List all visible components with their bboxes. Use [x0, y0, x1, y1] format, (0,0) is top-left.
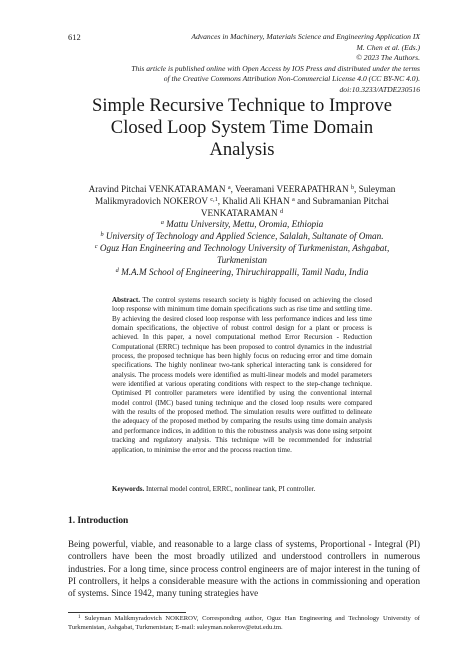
affiliation — [60, 218, 424, 230]
affiliation — [60, 230, 424, 242]
header-line: © 2023 The Authors. — [356, 53, 420, 63]
affiliation-marker: d — [115, 267, 119, 274]
header-line: Advances in Machinery, Materials Science and Engineering Application IX — [191, 32, 420, 41]
footnote-marker: 1 — [78, 615, 81, 620]
page-number: 612 — [68, 32, 81, 42]
author-line — [60, 195, 424, 207]
affiliation-marker: b — [100, 231, 104, 238]
keywords-label: Keywords. — [112, 485, 145, 493]
author-affil-marker: a — [227, 184, 231, 191]
affiliation-text: M.A.M School of Engineering, Thiruchirappalli, Tamil Nadu, India — [118, 267, 369, 277]
abstract-label: Abstract. — [112, 296, 140, 304]
author-affil-marker: c,1 — [210, 196, 218, 203]
affiliation — [60, 266, 424, 278]
author-name: , Suleyman — [354, 184, 396, 194]
title-line: Analysis — [209, 139, 275, 160]
author-affil-marker: b — [350, 184, 355, 191]
affiliation-marker: c — [94, 243, 98, 250]
footnote — [68, 615, 420, 633]
author-affil-marker: a — [292, 196, 295, 203]
author-name: Aravind Pitchai VENKATARAMAN — [88, 184, 228, 194]
keywords-text: Internal model control, ERRC, nonlinear tank, PI controller. — [144, 485, 316, 493]
author-name: and Subramanian Pitchai — [294, 196, 389, 206]
affiliation-marker: a — [160, 219, 164, 226]
author-affil-marker: d — [280, 208, 284, 215]
author-name: Malikmyradovich NOKEROV — [95, 196, 211, 206]
affiliation-text: Mattu University, Mettu, Oromia, Ethiopia — [163, 219, 324, 229]
paper-title — [60, 95, 424, 161]
introduction-body — [68, 538, 420, 599]
affiliation-text: University of Technology and Applied Science, Salalah, Sultanate of Oman. — [103, 231, 384, 241]
running-header — [90, 32, 420, 96]
affiliation-text: Oguz Han Engineering and Technology University of Turkmenistan, Ashgabat, — [97, 243, 390, 253]
footnote-rule — [68, 612, 186, 613]
header-line: of the Creative Commons Attribution Non-Commercial License 4.0 (CC BY-NC 4.0). — [163, 74, 420, 84]
author-name: , Veeramani VEERAPATHRAN — [230, 184, 351, 194]
author-list — [60, 183, 424, 219]
affiliation-list — [60, 218, 424, 278]
affiliation — [60, 254, 424, 266]
abstract-text: The control systems research society is highly focused on achieving the closed loop response with minimum time domain specifications such as rise time and settling time. By achieving the desired closed loop response with less performance indices and less time domain specifications, the objective of robust control design for a plant or process is achieved. In this paper, a novel computational method Error Recursion - Reduction Computational (ERRC) technique has been proposed to control dynamics in the industrial process, the proposed technique has been highly focus on reducing error and time domain specifications. The highly nonlinear two-tank spherical interacting tank is considered for analysis. The process models were identified as multi-linear models and model parameters were identified at various operating conditions with respect to the step-change technique. Optimised PI controller parameters were identified by using the conventional internal model control (IMC) based tuning technique and the closed loop results were compared with the results of the proposed method. The simulation results were outfitted to delineate the adequacy of the proposed method by comparing the results using time domain analysis and performance indices, in addition to this the robustness analysis was done using setpoint tracking and regulatory analysis. This technique will be recommended for industrial application, to minimise the error and the process reaction time. — [112, 296, 372, 454]
section-heading: 1. Introduction — [68, 516, 129, 526]
title-line: Simple Recursive Technique to Improve — [92, 95, 392, 116]
title-line: Closed Loop System Time Domain — [110, 117, 374, 138]
affiliation-text: Turkmenistan — [216, 255, 268, 265]
author-name: , Khalid Ali KHAN — [217, 196, 292, 206]
doi: doi:10.3233/ATDE230516 — [339, 84, 420, 94]
footnote-text: Suleyman Malikmyradovich NOKEROV, Corresponding author, Oguz Han Engineering and Technology University of Turkmenistan, Ashgabat, Turkmenistan; E-mail: suleyman.nokerov@etut.edu.tm. — [68, 615, 420, 631]
author-line — [60, 183, 424, 195]
abstract — [112, 296, 372, 455]
affiliation — [60, 242, 424, 254]
header-line: M. Chen et al. (Eds.) — [356, 42, 420, 52]
author-name: VENKATARAMAN — [200, 208, 280, 218]
abstract-paragraph — [112, 296, 372, 455]
keywords — [112, 485, 374, 494]
header-line: This article is published online with Open Access by IOS Press and distributed under the terms — [131, 63, 420, 73]
body-paragraph: Being powerful, viable, and reasonable to a large class of systems, Proportional - Integral (PI) controllers have been the most broadly utilized and understood controllers in numerous industries. For a long time, since process control engineers are of major interest in the tuning of PI controllers, it helps a considerable measure with the actions in commissioning and operation of systems. Since 1942, many tuning strategies have — [68, 539, 420, 599]
